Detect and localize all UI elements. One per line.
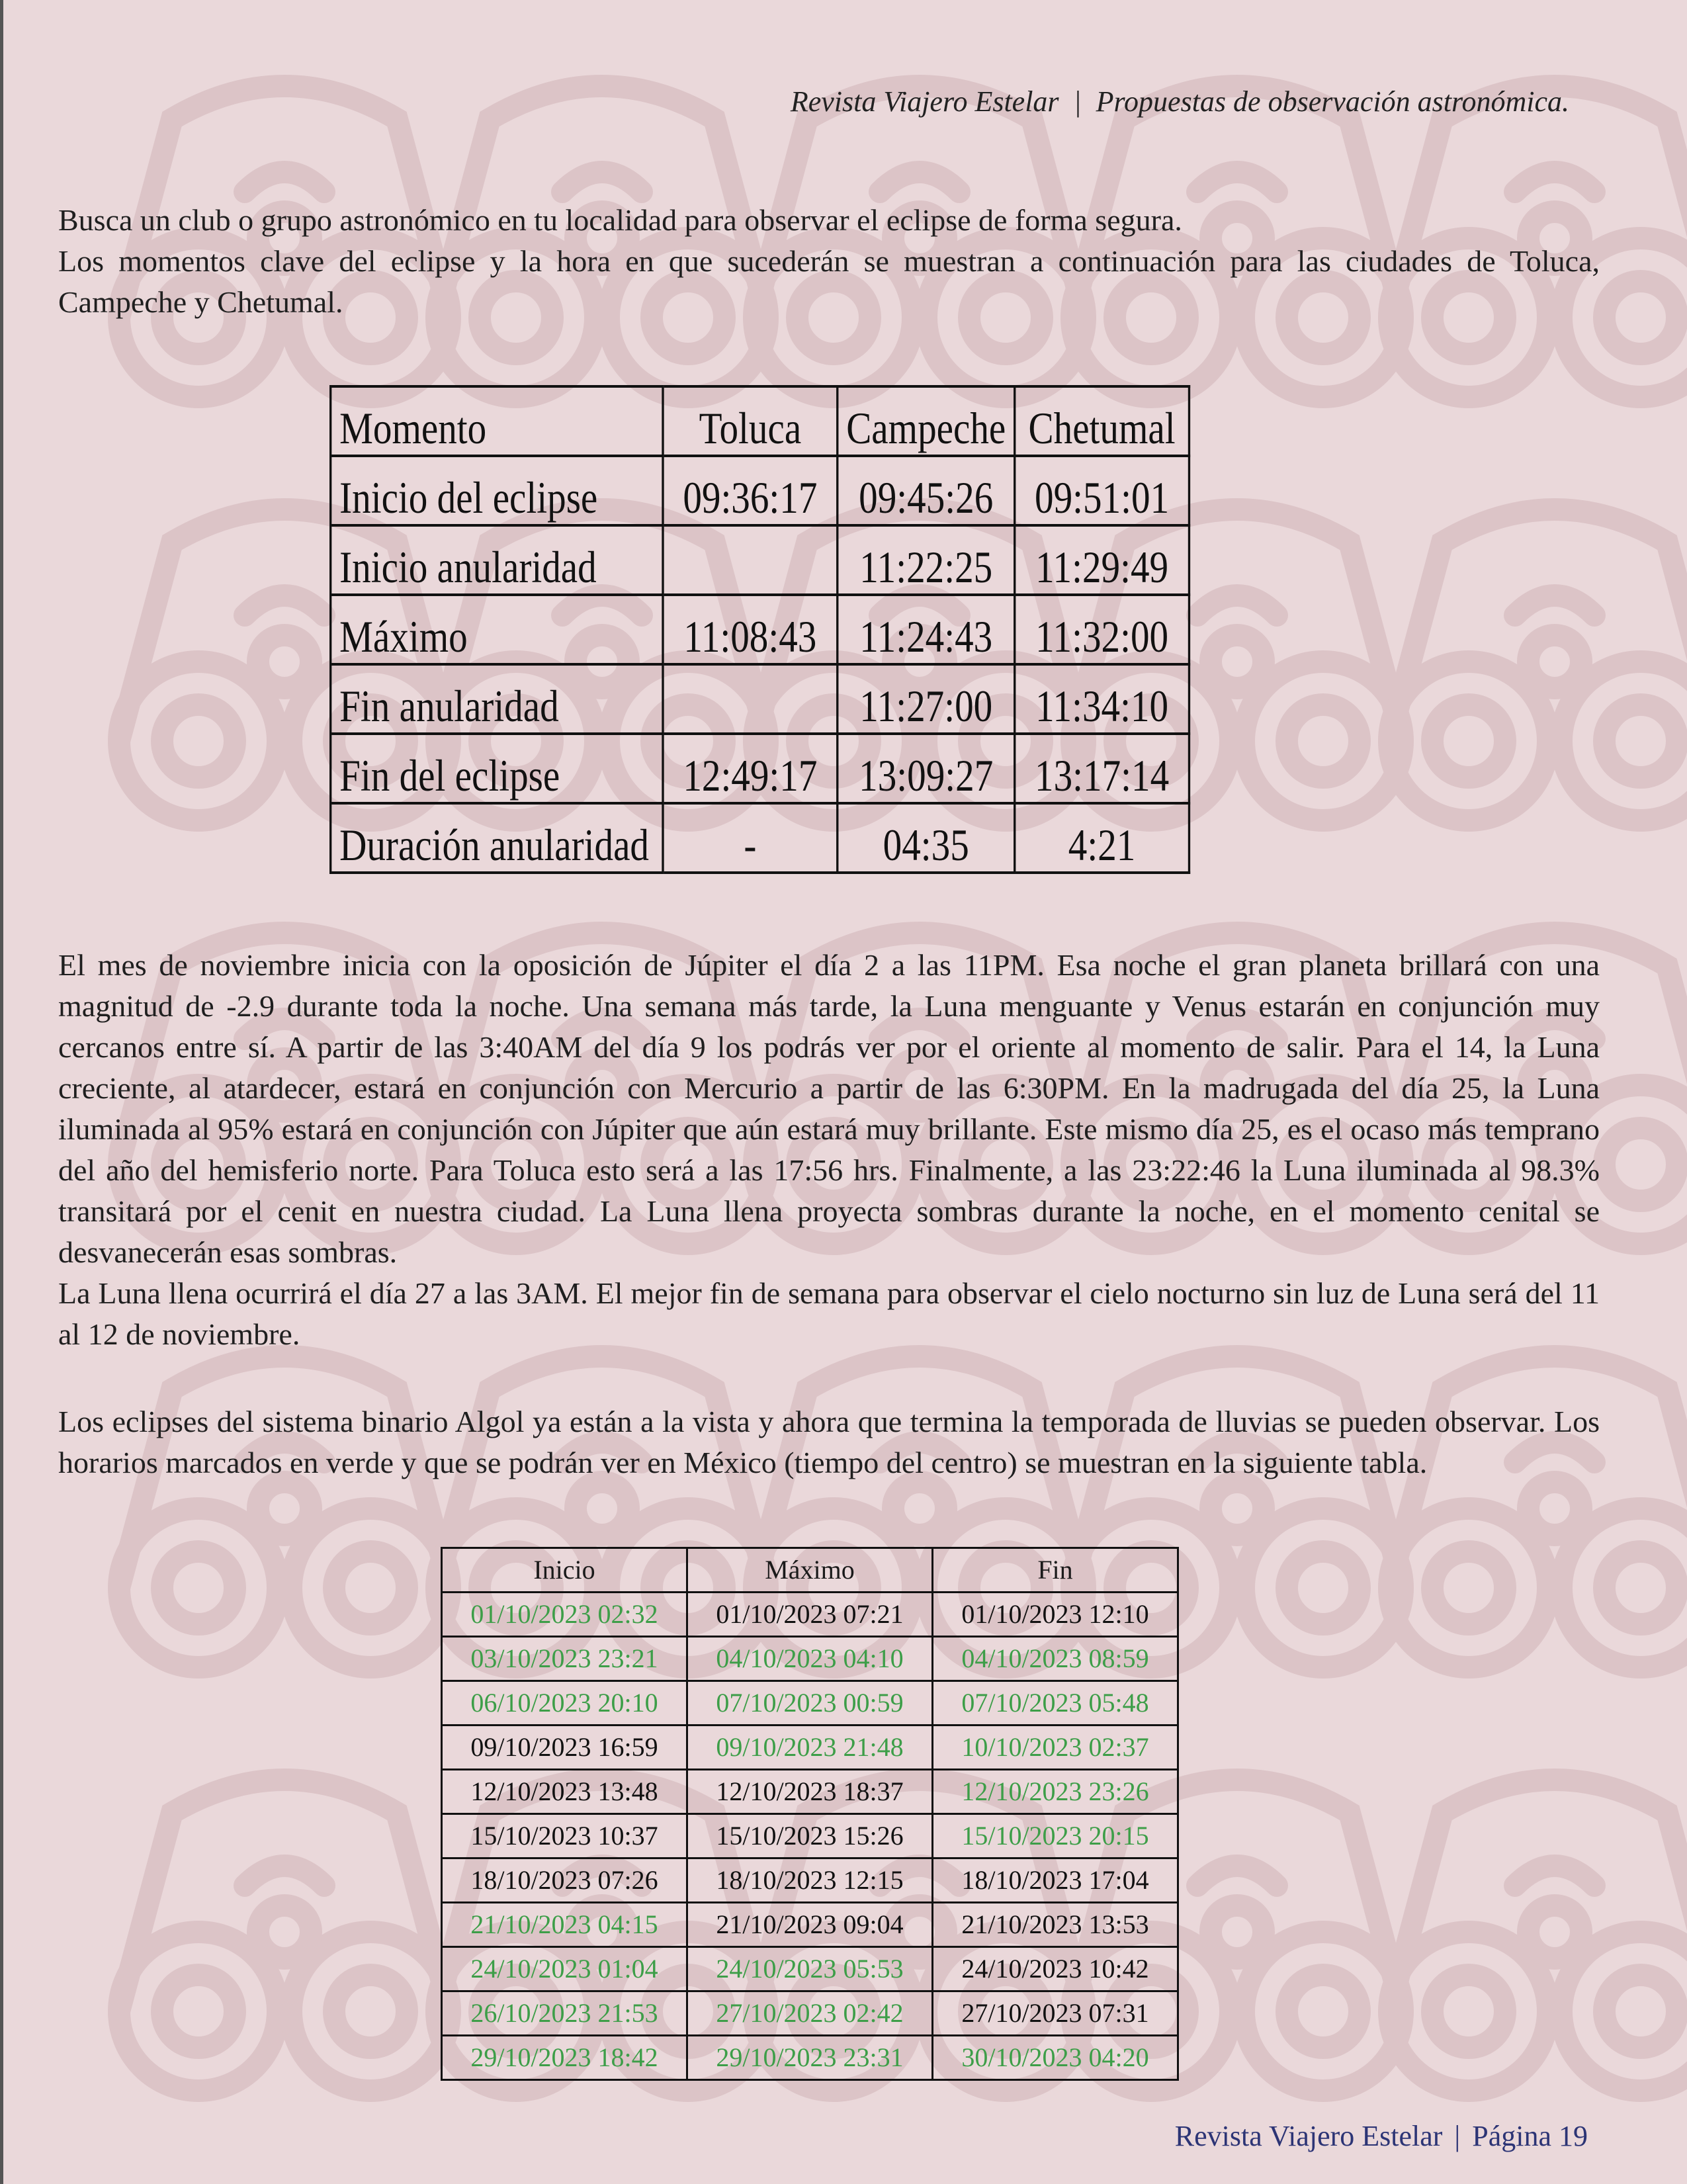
intro-paragraph [58,200,1600,323]
eclipse-row-label: Inicio anularidad [331,525,663,595]
algol-cell-end: 15/10/2023 20:15 [933,1814,1178,1858]
algol-table-row [442,1681,1178,1725]
eclipse-cell-chetumal: 11:32:00 [1015,595,1190,664]
algol-cell-max: 29/10/2023 23:31 [687,2036,933,2080]
algol-table-header-row [442,1548,1178,1593]
eclipse-header-chetumal: Chetumal [1015,386,1190,456]
eclipse-row-label: Inicio del eclipse [331,456,663,525]
algol-cell-start: 15/10/2023 10:37 [442,1814,687,1858]
algol-table-row [442,1593,1178,1637]
eclipse-cell-toluca [663,664,838,734]
header-section: Propuestas de observación astronómica. [1096,85,1569,118]
eclipse-table-row [331,664,1190,734]
algol-header-start: Inicio [442,1548,687,1593]
eclipse-header-moment: Momento [331,386,663,456]
eclipse-table-row [331,803,1190,873]
eclipse-cell-chetumal: 4:21 [1015,803,1190,873]
eclipse-cell-campeche: 11:22:25 [838,525,1015,595]
eclipse-row-label: Fin del eclipse [331,734,663,803]
algol-table-row [442,1858,1178,1903]
eclipse-row-label: Máximo [331,595,663,664]
eclipse-times-table-wrapper [329,385,1354,874]
algol-cell-start: 24/10/2023 01:04 [442,1947,687,1991]
algol-cell-max: 15/10/2023 15:26 [687,1814,933,1858]
footer-magazine: Revista Viajero Estelar [1174,2120,1443,2152]
eclipse-cell-chetumal: 11:34:10 [1015,664,1190,734]
eclipse-cell-chetumal: 11:29:49 [1015,525,1190,595]
eclipse-table-row [331,595,1190,664]
intro-line-2: Los momentos clave del eclipse y la hora en que sucederán se muestran a continuación para las ciudades de Toluca, Campeche y Chetumal. [58,244,1600,319]
eclipse-header-campeche: Campeche [838,386,1015,456]
intro-line-1: Busca un club o grupo astronómico en tu localidad para observar el eclipse de forma segura. [58,203,1182,237]
eclipse-row-label: Fin anularidad [331,664,663,734]
algol-cell-max: 24/10/2023 05:53 [687,1947,933,1991]
algol-cell-end: 27/10/2023 07:31 [933,1991,1178,2036]
algol-table-wrapper [441,1547,1179,2081]
algol-cell-start: 12/10/2023 13:48 [442,1770,687,1814]
algol-cell-end: 18/10/2023 17:04 [933,1858,1178,1903]
eclipse-cell-campeche: 04:35 [838,803,1015,873]
eclipse-cell-campeche: 13:09:27 [838,734,1015,803]
eclipse-table-row [331,525,1190,595]
eclipse-cell-chetumal: 13:17:14 [1015,734,1190,803]
page-footer [1175,2119,1588,2153]
eclipse-table-row [331,456,1190,525]
november-para-2: La Luna llena ocurrirá el día 27 a las 3AM. El mejor fin de semana para observar el cielo nocturno sin luz de Luna será del 11 al 12 de noviembre. [58,1276,1600,1351]
algol-table-row [442,2036,1178,2080]
eclipse-cell-campeche: 11:24:43 [838,595,1015,664]
eclipse-table-row [331,734,1190,803]
algol-table-row [442,1947,1178,1991]
algol-intro-paragraph [58,1401,1600,1483]
eclipse-cell-toluca: 09:36:17 [663,456,838,525]
algol-cell-start: 18/10/2023 07:26 [442,1858,687,1903]
algol-cell-start: 26/10/2023 21:53 [442,1991,687,2036]
algol-cell-max: 04/10/2023 04:10 [687,1637,933,1681]
footer-separator: | [1454,2120,1461,2152]
algol-cell-max: 21/10/2023 09:04 [687,1903,933,1947]
algol-cell-max: 12/10/2023 18:37 [687,1770,933,1814]
algol-cell-end: 24/10/2023 10:42 [933,1947,1178,1991]
algol-header-end: Fin [933,1548,1178,1593]
algol-header-max: Máximo [687,1548,933,1593]
algol-cell-start: 29/10/2023 18:42 [442,2036,687,2080]
algol-cell-max: 09/10/2023 21:48 [687,1725,933,1770]
algol-table-row [442,1903,1178,1947]
header-separator: | [1073,85,1082,118]
algol-cell-max: 27/10/2023 02:42 [687,1991,933,2036]
eclipse-times-table [329,385,1190,874]
algol-eclipses-table [441,1547,1179,2081]
algol-cell-end: 04/10/2023 08:59 [933,1637,1178,1681]
algol-cell-start: 06/10/2023 20:10 [442,1681,687,1725]
algol-table-row [442,1991,1178,2036]
algol-cell-end: 10/10/2023 02:37 [933,1725,1178,1770]
algol-table-row [442,1725,1178,1770]
algol-cell-end: 01/10/2023 12:10 [933,1593,1178,1637]
algol-table-row [442,1637,1178,1681]
eclipse-cell-chetumal: 09:51:01 [1015,456,1190,525]
algol-cell-max: 18/10/2023 12:15 [687,1858,933,1903]
header-magazine: Revista Viajero Estelar [790,85,1059,118]
eclipse-cell-toluca: - [663,803,838,873]
footer-page-number: Página 19 [1472,2120,1588,2152]
eclipse-cell-campeche: 11:27:00 [838,664,1015,734]
eclipse-cell-toluca: 12:49:17 [663,734,838,803]
november-paragraph [58,945,1600,1355]
algol-cell-end: 07/10/2023 05:48 [933,1681,1178,1725]
algol-cell-start: 03/10/2023 23:21 [442,1637,687,1681]
eclipse-cell-campeche: 09:45:26 [838,456,1015,525]
november-para-1: El mes de noviembre inicia con la oposición de Júpiter el día 2 a las 11PM. Esa noche el gran planeta brillará con una magnitud de -2.9 durante toda la noche. Una semana más tarde, la Luna menguante y Venus estarán en conjunción muy cercanos entre sí. A partir de las 3:40AM del día 9 los podrás ver por el oriente al momento de salir. Para el 14, la Luna creciente, al atardecer, estará en conjunción con Mercurio a partir de las 6:30PM. En la madrugada del día 25, la Luna iluminada al 95% estará en conjunción con Júpiter que aún estará muy brillante. Este mismo día 25, es el ocaso más temprano del año del hemisferio norte. Para Toluca esto será a las 17:56 hrs. Finalmente, a las 23:22:46 la Luna iluminada al 98.3% transitará por el cenit en nuestra ciudad. La Luna llena proyecta sombras durante la noche, en el momento cenital se desvanecerán esas sombras. [58,948,1600,1269]
eclipse-cell-toluca: 11:08:43 [663,595,838,664]
page-header [791,85,1569,118]
eclipse-table-header-row [331,386,1190,456]
eclipse-cell-toluca [663,525,838,595]
algol-cell-start: 09/10/2023 16:59 [442,1725,687,1770]
algol-cell-start: 21/10/2023 04:15 [442,1903,687,1947]
algol-cell-start: 01/10/2023 02:32 [442,1593,687,1637]
algol-table-row [442,1770,1178,1814]
algol-cell-max: 01/10/2023 07:21 [687,1593,933,1637]
algol-table-row [442,1814,1178,1858]
algol-cell-end: 21/10/2023 13:53 [933,1903,1178,1947]
algol-cell-end: 12/10/2023 23:26 [933,1770,1178,1814]
eclipse-header-toluca: Toluca [663,386,838,456]
algol-cell-max: 07/10/2023 00:59 [687,1681,933,1725]
eclipse-row-label: Duración anularidad [331,803,663,873]
algol-intro-text: Los eclipses del sistema binario Algol ya están a la vista y ahora que termina la temporada de lluvias se pueden observar. Los horarios marcados en verde y que se podrán ver en México (tiempo del centro) se muestran en la siguiente tabla. [58,1405,1600,1479]
left-edge-rule [0,0,3,2184]
algol-cell-end: 30/10/2023 04:20 [933,2036,1178,2080]
